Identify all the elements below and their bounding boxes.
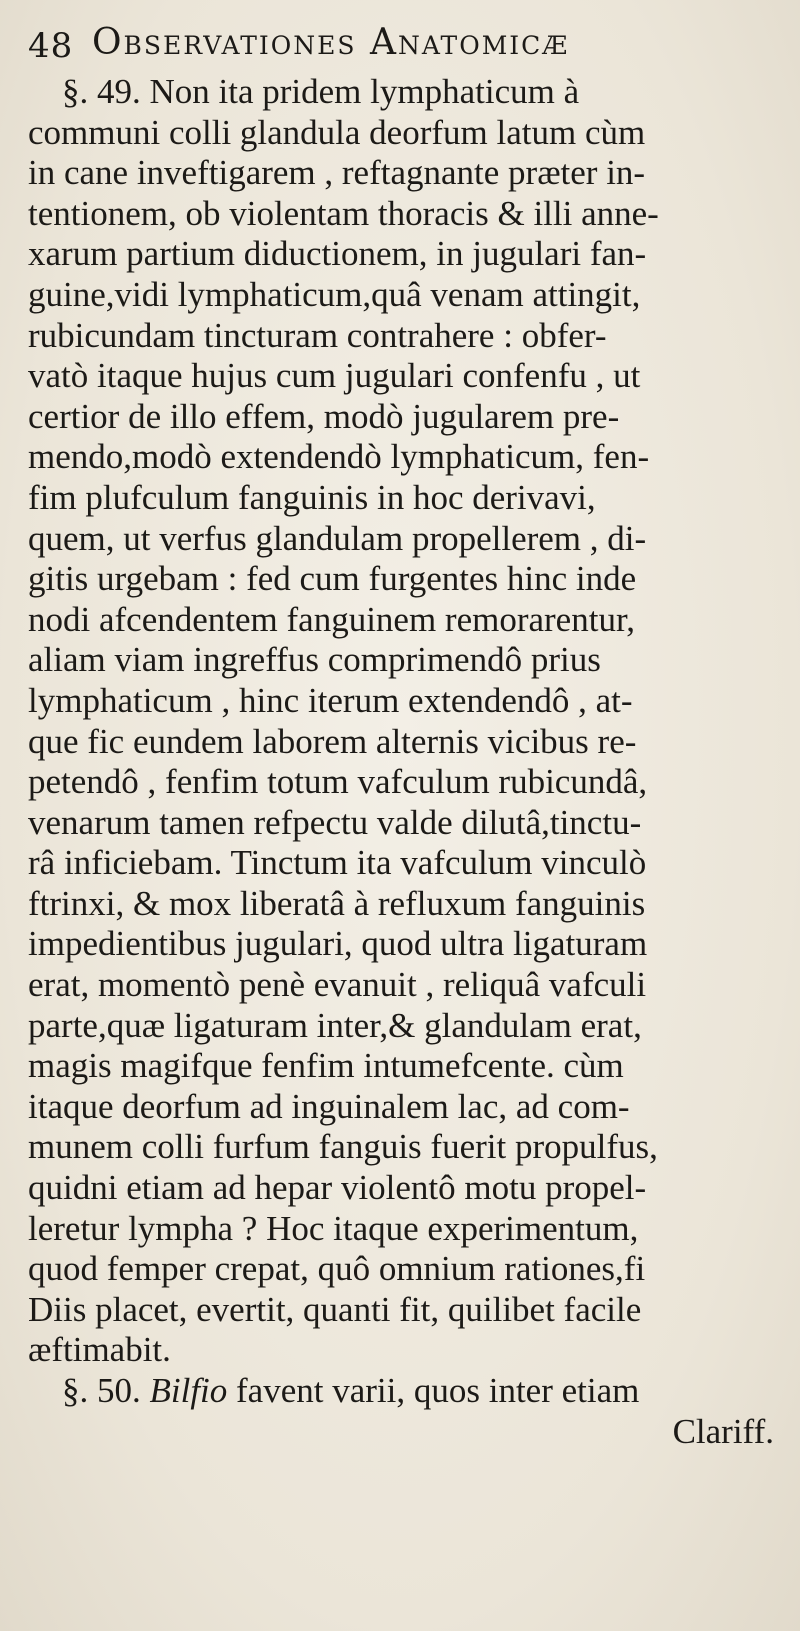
text-line: quidni etiam ad hepar violentô motu propel- (28, 1168, 647, 1208)
text-line: leretur lympha ? Hoc itaque experimentum, (28, 1208, 639, 1248)
text-line: erat, momentò penè evanuit , reliquâ vafculi (28, 965, 647, 1005)
text-line: nodi afcendentem fanguinem remorarentur, (28, 599, 635, 639)
text-line: mendo,modò extendendò lymphaticum, fen- (28, 437, 650, 477)
text-line: gitis urgebam : fed cum furgentes hinc inde (28, 559, 637, 599)
section-italic-word: Bilfio (149, 1371, 228, 1410)
text-line: munem colli furfum fanguis fuerit propulfus, (28, 1127, 658, 1167)
text-line: §. 49. Non ita pridem lymphaticum à (62, 72, 580, 111)
text-line: tentionem, ob violentam thoracis & illi anne- (28, 193, 659, 233)
section-start-line (28, 1371, 784, 1412)
text-line: que fic eundem laborem alternis vicibus re- (28, 721, 637, 761)
text-line: communi colli glandula deorfum latum cùm (28, 112, 646, 152)
text-line: fim plufculum fanguinis in hoc derivavi, (28, 477, 596, 517)
section-text: favent varii, quos inter etiam (227, 1371, 640, 1410)
text-line: guine,vidi lymphaticum,quâ venam attingit, (28, 274, 641, 314)
running-head: Observationes Anatomicæ (92, 22, 570, 63)
text-line: in cane inveftigarem , reftagnante præter in- (28, 153, 646, 193)
text-line: ftrinxi, & mox liberatâ à refluxum fanguinis (28, 883, 646, 923)
page-header (28, 14, 788, 72)
text-line: Diis placet, evertit, quanti fit, quilibet facile (28, 1289, 642, 1329)
text-line: itaque deorfum ad inguinalem lac, ad com- (28, 1086, 630, 1126)
text-line: lymphaticum , hinc iterum extendendô , at- (28, 680, 633, 720)
text-line: xarum partium diductionem, in jugulari fan- (28, 234, 647, 274)
text-line: rubicundam tincturam contrahere : obfer- (28, 315, 607, 355)
text-line: venarum tamen refpectu valde dilutâ,tinctu- (28, 802, 642, 842)
text-line: aliam viam ingreffus comprimendô prius (28, 640, 601, 680)
text-line: æftimabit. (28, 1330, 171, 1370)
text-line: quem, ut verfus glandulam propellerem , di- (28, 518, 647, 558)
page-number: 48 (28, 26, 74, 66)
catchword: Clariff. (672, 1411, 774, 1451)
text-line: râ inficiebam. Tinctum ita vafculum vinculò (28, 843, 647, 883)
text-line: certior de illo effem, modò jugularem pre- (28, 396, 620, 436)
text-line: impedientibus jugulari, quod ultra ligaturam (28, 924, 648, 964)
text-line: quod femper crepat, quô omnium rationes,fi (28, 1249, 646, 1289)
text-line: magis magifque fenfim intumefcente. cùm (28, 1046, 624, 1086)
text-line: petendô , fenfim totum vafculum rubicundâ, (28, 762, 648, 802)
text-line: parte,quæ ligaturam inter,& glandulam erat, (28, 1005, 642, 1045)
text-line: vatò itaque hujus cum jugulari confenfu , ut (28, 356, 641, 396)
section-number: §. 50. (62, 1371, 141, 1410)
body-text (28, 72, 784, 1452)
